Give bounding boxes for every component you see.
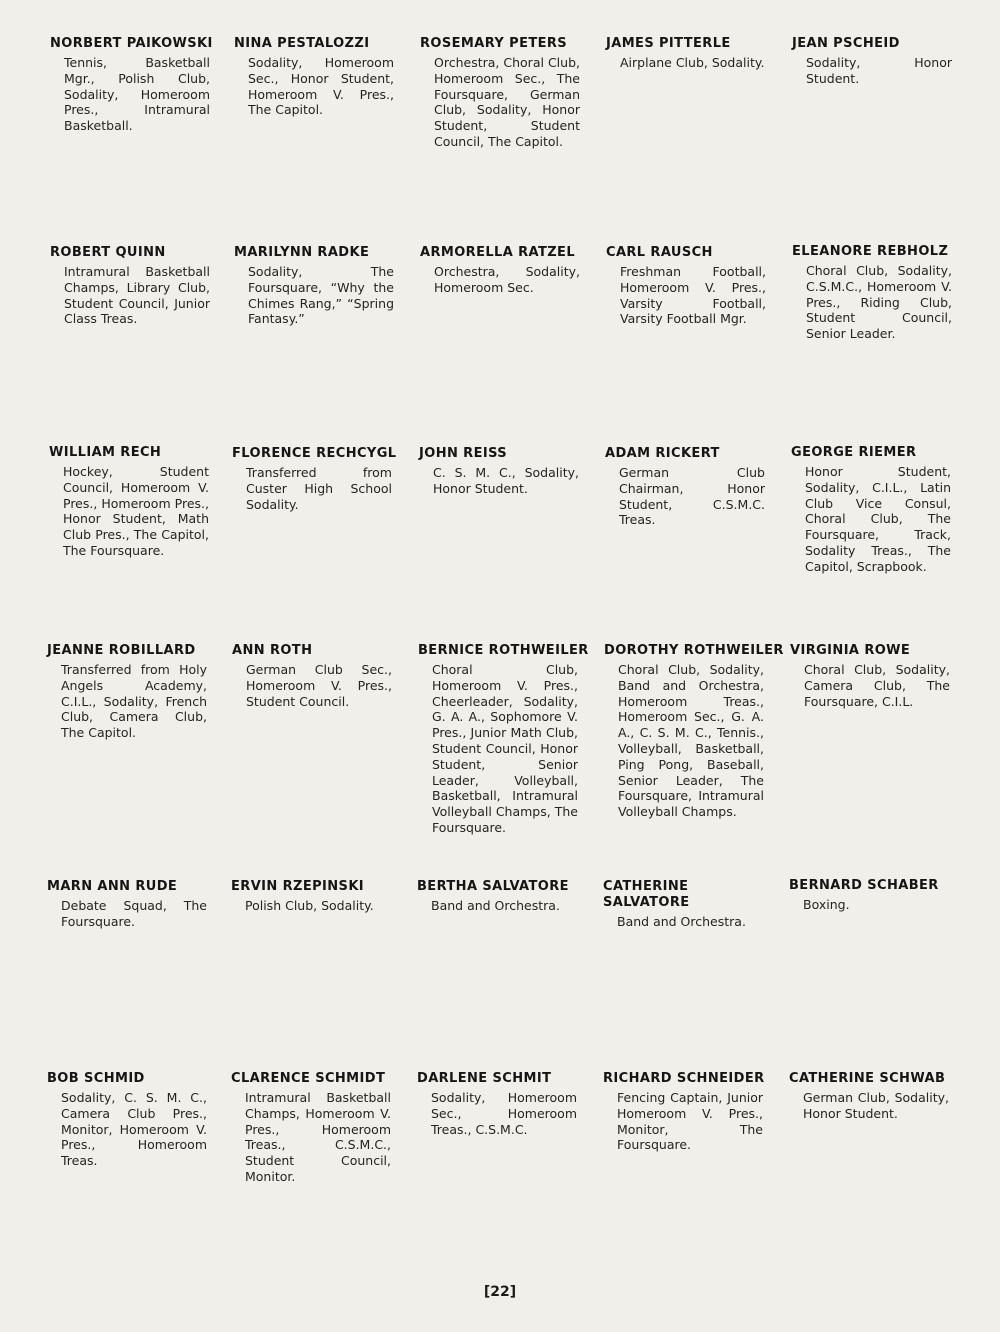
student-name: DOROTHY ROTHWEILER bbox=[604, 643, 784, 658]
student-name: CATHERINE SCHWAB bbox=[789, 1071, 946, 1086]
senior-entry bbox=[606, 245, 786, 327]
student-name: JEANNE ROBILLARD bbox=[47, 643, 196, 658]
student-activities: Orchestra, Choral Club, Homeroom Sec., The Foursquare, German Club, Sodality, Honor Student, Student Council, The Capitol. bbox=[434, 55, 580, 149]
senior-entry bbox=[603, 879, 783, 930]
student-activities: Orchestra, Sodality, Homeroom Sec. bbox=[434, 264, 580, 295]
student-activities: Honor Student, Sodality, C.I.L., Latin Club Vice Consul, Choral Club, The Foursquare, Track, Sodality Treas., The Capitol, Scrapbook. bbox=[805, 464, 951, 574]
senior-entry bbox=[47, 643, 227, 741]
student-activities: Transferred from Holy Angels Academy, C.I.L., Sodality, French Club, Camera Club, The Capitol. bbox=[61, 662, 207, 741]
student-activities: Sodality, Homeroom Sec., Honor Student, Homeroom V. Pres., The Capitol. bbox=[248, 55, 394, 118]
student-activities: Tennis, Basketball Mgr., Polish Club, Sodality, Homeroom Pres., Intramural Basketball. bbox=[64, 55, 210, 134]
student-name: WILLIAM RECH bbox=[49, 445, 162, 460]
senior-entry bbox=[789, 1071, 969, 1122]
student-name: MARILYNN RADKE bbox=[234, 245, 370, 260]
senior-entry bbox=[50, 245, 230, 327]
student-activities: Choral Club, Sodality, Band and Orchestra, Homeroom Treas., Homeroom Sec., G. A. A., C. S. M. C., Tennis., Volleyball, Basketball, Ping Pong, Baseball, Senior Leader, The Foursquare, Intramural Volleyball Champs. bbox=[618, 662, 764, 820]
student-activities: Debate Squad, The Foursquare. bbox=[61, 898, 207, 929]
student-name: ROBERT QUINN bbox=[50, 245, 166, 260]
student-name: DARLENE SCHMIT bbox=[417, 1071, 552, 1086]
student-activities: Band and Orchestra. bbox=[617, 914, 746, 929]
senior-entry bbox=[606, 36, 786, 71]
student-activities: Sodality, Honor Student. bbox=[806, 55, 952, 86]
student-name: GEORGE RIEMER bbox=[791, 445, 917, 460]
student-name: BERTHA SALVATORE bbox=[417, 879, 569, 894]
senior-entry bbox=[232, 446, 412, 512]
student-activities: Sodality, The Foursquare, “Why the Chimes Rang,” “Spring Fantasy.” bbox=[248, 264, 394, 327]
student-name: BERNICE ROTHWEILER bbox=[418, 643, 589, 658]
student-activities: Sodality, C. S. M. C., Camera Club Pres., Monitor, Homeroom V. Pres., Homeroom Treas. bbox=[61, 1090, 207, 1169]
student-activities: Transferred from Custer High School Sodality. bbox=[246, 465, 392, 512]
student-activities: Fencing Captain, Junior Homeroom V. Pres., Monitor, The Foursquare. bbox=[617, 1090, 763, 1153]
student-name: JOHN REISS bbox=[419, 446, 508, 461]
student-activities: Choral Club, Homeroom V. Pres., Cheerleader, Sodality, G. A. A., Sophomore V. Pres., Junior Math Club, Student Council, Honor Student, Senior Leader, Volleyball, Basketball, Intramural Volleyball Champs, The Foursquare. bbox=[432, 662, 578, 835]
senior-entry bbox=[419, 446, 599, 497]
student-name: BOB SCHMID bbox=[47, 1071, 145, 1086]
senior-entry bbox=[49, 445, 229, 559]
senior-entry bbox=[47, 879, 227, 930]
senior-entry bbox=[231, 1071, 411, 1185]
student-name: RICHARD SCHNEIDER bbox=[603, 1071, 765, 1086]
senior-entry bbox=[417, 879, 597, 914]
senior-entry bbox=[789, 878, 969, 913]
page-number: [22] bbox=[483, 1284, 517, 1300]
student-name: FLORENCE RECHCYGL bbox=[232, 446, 397, 461]
senior-entry bbox=[47, 1071, 227, 1169]
student-activities: German Club Chairman, Honor Student, C.S.M.C. Treas. bbox=[619, 465, 765, 528]
student-activities: Polish Club, Sodality. bbox=[245, 898, 374, 913]
student-name: BERNARD SCHABER bbox=[789, 878, 939, 893]
student-activities: Airplane Club, Sodality. bbox=[620, 55, 765, 70]
senior-entry bbox=[232, 643, 412, 709]
student-name: ROSEMARY PETERS bbox=[420, 36, 568, 51]
student-name: ERVIN RZEPINSKI bbox=[231, 879, 365, 894]
student-activities: Hockey, Student Council, Homeroom V. Pres., Homeroom Pres., Honor Student, Math Club Pres., The Capitol, The Foursquare. bbox=[63, 464, 209, 558]
senior-entry bbox=[234, 36, 414, 118]
student-name: CATHERINE SALVATORE bbox=[603, 879, 690, 910]
student-activities: Boxing. bbox=[803, 897, 850, 912]
student-name: ANN ROTH bbox=[232, 643, 313, 658]
senior-entry bbox=[792, 36, 972, 87]
student-name: VIRGINIA ROWE bbox=[790, 643, 911, 658]
student-name: ELEANORE REBHOLZ bbox=[792, 244, 949, 259]
student-name: NINA PESTALOZZI bbox=[234, 36, 370, 51]
senior-entry bbox=[792, 244, 972, 342]
student-name: JAMES PITTERLE bbox=[606, 36, 731, 51]
student-name: ADAM RICKERT bbox=[605, 446, 720, 461]
student-name: ARMORELLA RATZEL bbox=[420, 245, 576, 260]
student-activities: German Club, Sodality, Honor Student. bbox=[803, 1090, 949, 1121]
student-activities: Freshman Football, Homeroom V. Pres., Varsity Football, Varsity Football Mgr. bbox=[620, 264, 766, 327]
senior-entry bbox=[50, 36, 230, 134]
student-activities: C. S. M. C., Sodality, Honor Student. bbox=[433, 465, 579, 496]
senior-entry bbox=[418, 643, 598, 836]
senior-entry bbox=[791, 445, 971, 575]
student-activities: Choral Club, Sodality, C.S.M.C., Homeroom V. Pres., Riding Club, Student Council, Senior Leader. bbox=[806, 263, 952, 342]
student-name: NORBERT PAIKOWSKI bbox=[50, 36, 213, 51]
student-name: MARN ANN RUDE bbox=[47, 879, 178, 894]
student-name: CLARENCE SCHMIDT bbox=[231, 1071, 386, 1086]
senior-entry bbox=[420, 245, 600, 296]
senior-entry bbox=[231, 879, 411, 914]
senior-entry bbox=[605, 446, 785, 528]
student-activities: Band and Orchestra. bbox=[431, 898, 560, 913]
student-activities: German Club Sec., Homeroom V. Pres., Student Council. bbox=[246, 662, 392, 709]
senior-entry bbox=[604, 643, 784, 820]
student-name: JEAN PSCHEID bbox=[792, 36, 900, 51]
senior-entry bbox=[420, 36, 600, 150]
senior-entry bbox=[234, 245, 414, 327]
student-activities: Intramural Basketball Champs, Library Club, Student Council, Junior Class Treas. bbox=[64, 264, 210, 327]
student-activities: Intramural Basketball Champs, Homeroom V. Pres., Homeroom Treas., C.S.M.C., Student Council, Monitor. bbox=[245, 1090, 391, 1184]
senior-entry bbox=[417, 1071, 597, 1137]
student-name: CARL RAUSCH bbox=[606, 245, 713, 260]
senior-entry bbox=[790, 643, 970, 709]
senior-entry bbox=[603, 1071, 783, 1153]
student-activities: Choral Club, Sodality, Camera Club, The Foursquare, C.I.L. bbox=[804, 662, 950, 709]
student-activities: Sodality, Homeroom Sec., Homeroom Treas., C.S.M.C. bbox=[431, 1090, 577, 1137]
